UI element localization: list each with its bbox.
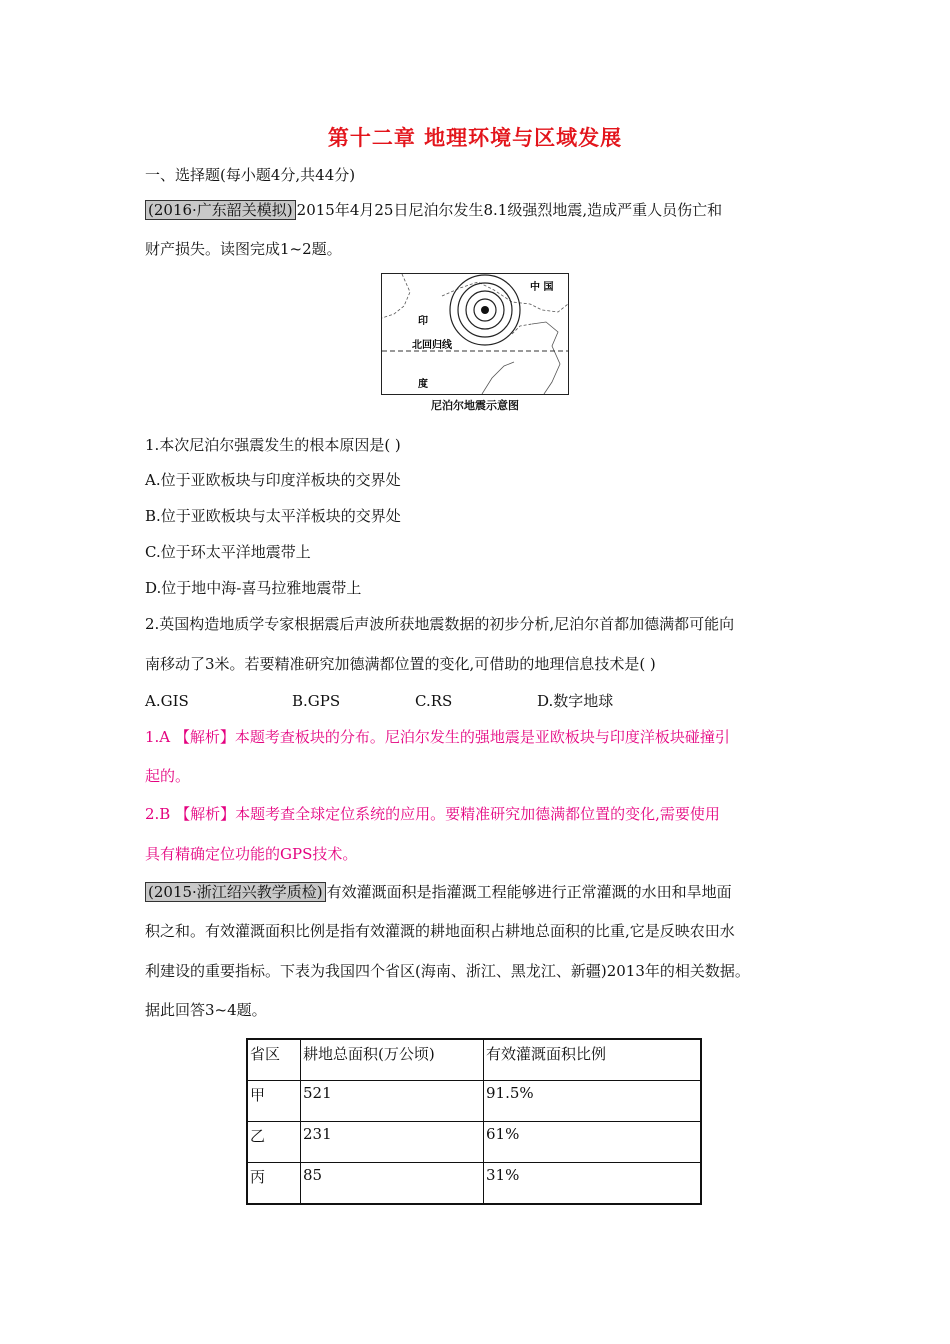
q2-stem-line-2: 南移动了3米。若要精准研究加德满都位置的变化,可借助的地理信息技术是( ) [145, 655, 656, 673]
q2-option-d: D.数字地球 [537, 692, 614, 710]
source-tag-2: (2015·浙江绍兴教学质检) [145, 882, 326, 902]
table-header-row [247, 1039, 701, 1081]
passage-2-text-1: 有效灌溉面积是指灌溉工程能够进行正常灌溉的水田和旱地面 [326, 883, 732, 901]
table-cell: 乙 [247, 1122, 301, 1163]
answer-1-line-2: 起的。 [145, 767, 191, 785]
border-west [382, 274, 410, 318]
q2-option-a: A.GIS [145, 692, 189, 710]
coast-east [532, 322, 560, 394]
section-heading: 一、选择题(每小题4分,共44分) [145, 166, 356, 184]
table-cell: 91.5% [484, 1081, 702, 1122]
source-tag-1: (2016·广东韶关模拟) [145, 200, 296, 220]
table-cell: 丙 [247, 1163, 301, 1205]
page-title: 第十二章 地理环境与区域发展 [327, 125, 623, 150]
q1-option-d: D.位于地中海-喜马拉雅地震带上 [145, 579, 362, 597]
table-cell: 甲 [247, 1081, 301, 1122]
table-row [247, 1122, 701, 1163]
q1-option-b: B.位于亚欧板块与太平洋板块的交界处 [145, 507, 401, 525]
epicenter-marker [481, 306, 489, 314]
passage-2-line-4: 据此回答3~4题。 [145, 1001, 267, 1019]
map-caption: 尼泊尔地震示意图 [431, 399, 519, 412]
answer-2-line-2: 具有精确定位功能的GPS技术。 [145, 845, 358, 863]
table-cell: 521 [301, 1081, 484, 1122]
map-drawing [382, 274, 568, 394]
table-cell: 61% [484, 1122, 702, 1163]
answer-1-line-1: 1.A 【解析】本题考查板块的分布。尼泊尔发生的强地震是亚欧板块与印度洋板块碰撞引 [145, 728, 730, 746]
q2-stem-line-1: 2.英国构造地质学专家根据震后声波所获地震数据的初步分析,尼泊尔首都加德满都可能向 [145, 615, 735, 633]
nepal-earthquake-map [381, 273, 569, 395]
label-du: 度 [418, 379, 428, 390]
passage-1-text-1: 2015年4月25日尼泊尔发生8.1级强烈地震,造成严重人员伤亡和 [296, 201, 723, 219]
table-cell: 31% [484, 1163, 702, 1205]
passage-1-line-2: 财产损失。读图完成1~2题。 [145, 240, 342, 258]
answer-2-line-1: 2.B 【解析】本题考查全球定位系统的应用。要精准研究加德满都位置的变化,需要使用 [145, 805, 720, 823]
table-cell: 85 [301, 1163, 484, 1205]
header-province: 省区 [247, 1039, 301, 1081]
passage-2-line-1 [145, 881, 732, 903]
q1-stem: 1.本次尼泊尔强震发生的根本原因是( ) [145, 436, 401, 454]
header-farmland-area: 耕地总面积(万公顷) [301, 1039, 484, 1081]
table-row [247, 1081, 701, 1122]
passage-2-line-3: 利建设的重要指标。下表为我国四个省区(海南、浙江、黑龙江、新疆)2013年的相关数据。 [145, 962, 750, 980]
label-china: 中 国 [530, 282, 554, 293]
passage-1-line-1 [145, 199, 722, 221]
table-row [247, 1163, 701, 1205]
q2-option-c: C.RS [415, 692, 453, 710]
passage-2-line-2: 积之和。有效灌溉面积比例是指有效灌溉的耕地面积占耕地总面积的比重,它是反映农田水 [145, 922, 735, 940]
header-irrigation-ratio: 有效灌溉面积比例 [484, 1039, 702, 1081]
q1-option-a: A.位于亚欧板块与印度洋板块的交界处 [145, 471, 401, 489]
table-cell: 231 [301, 1122, 484, 1163]
q2-options [145, 690, 613, 712]
q1-option-c: C.位于环太平洋地震带上 [145, 543, 311, 561]
label-yin: 印 [418, 316, 428, 327]
irrigation-data-table [246, 1038, 702, 1205]
q2-option-b: B.GPS [292, 692, 341, 710]
coast-bay [482, 362, 514, 394]
label-tropic: 北回归线 [412, 340, 452, 351]
